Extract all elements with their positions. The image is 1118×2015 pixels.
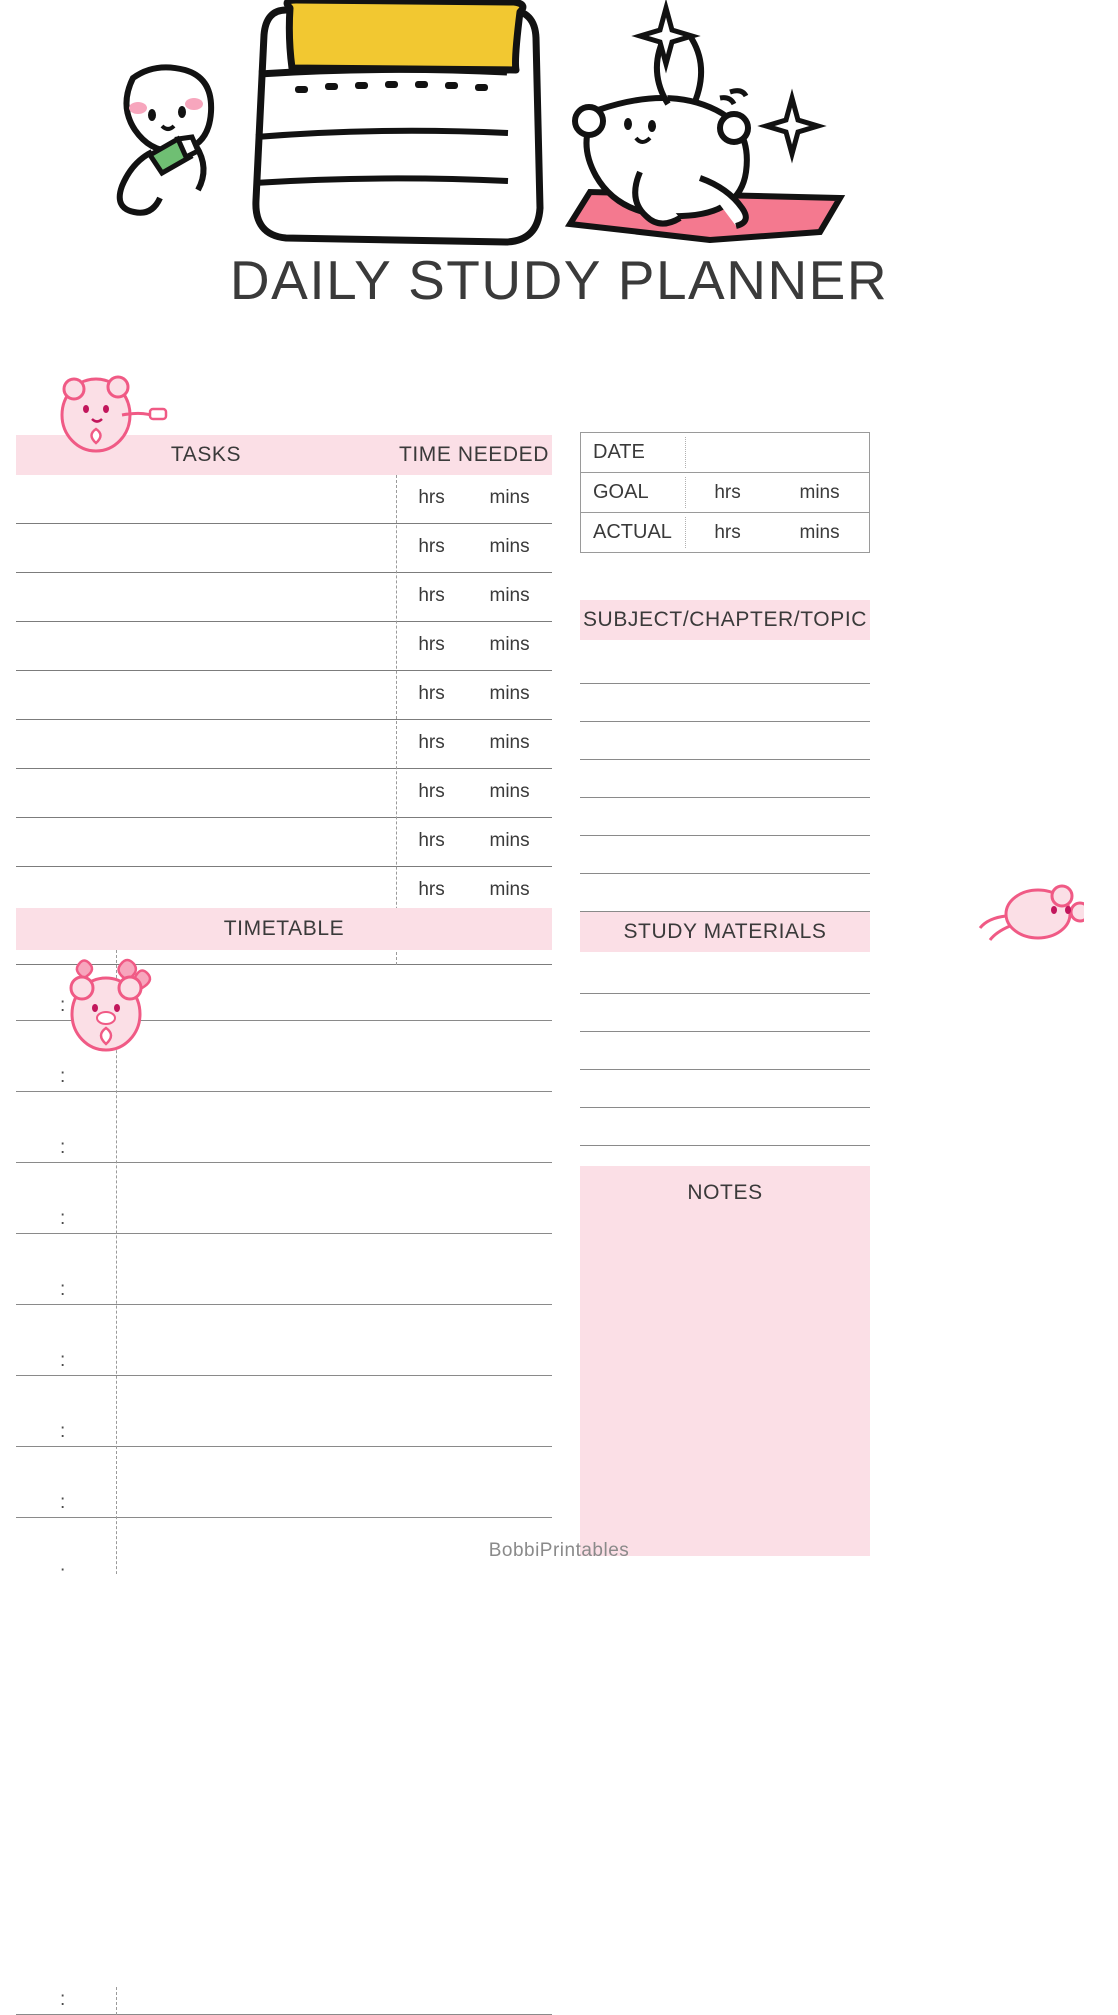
timetable-time-separator: : [60, 1279, 66, 1300]
task-mins-label: mins [489, 487, 530, 508]
actual-value[interactable] [685, 522, 869, 544]
cookie-jar-icon [254, 0, 540, 242]
subject-header-label: SUBJECT/CHAPTER/TOPIC [582, 608, 868, 631]
timetable-row[interactable] [16, 1092, 552, 1163]
tasks-header-label: TASKS [170, 443, 242, 466]
timetable-time-separator: : [60, 1350, 66, 1371]
timetable-time-separator: : [60, 1989, 66, 2010]
actual-label: ACTUAL [593, 521, 672, 543]
task-hrs-label: hrs [418, 781, 445, 802]
tasks-section [16, 435, 552, 965]
subject-line[interactable] [580, 722, 870, 760]
subject-line[interactable] [580, 684, 870, 722]
task-hrs-label: hrs [418, 830, 445, 851]
task-input[interactable] [16, 475, 396, 524]
task-hrs-label: hrs [418, 732, 445, 753]
task-input[interactable] [16, 573, 396, 622]
subject-line[interactable] [580, 760, 870, 798]
goal-mins-label: mins [799, 481, 840, 503]
task-time-cell[interactable] [396, 475, 552, 524]
subject-lines [580, 640, 870, 912]
timetable-time-separator: : [60, 1208, 66, 1229]
timetable-time-separator: : [60, 1492, 66, 1513]
bear-lying-sticker [976, 882, 1084, 949]
study-materials-line[interactable] [580, 1032, 870, 1070]
notes-section[interactable] [580, 1166, 870, 1556]
subject-line[interactable] [580, 640, 870, 684]
task-input[interactable] [16, 818, 396, 867]
task-time-cell[interactable] [396, 818, 552, 867]
task-mins-label: mins [489, 634, 530, 655]
timetable-row[interactable] [16, 1447, 552, 1518]
timetable-row[interactable] [16, 1163, 552, 1234]
bear-with-cookie-jar-icon [120, 67, 211, 212]
study-materials-header-label: STUDY MATERIALS [623, 920, 827, 943]
time-needed-header-label: TIME NEEDED [398, 443, 550, 466]
goal-value[interactable] [685, 482, 869, 504]
subject-section [580, 600, 870, 912]
timetable-row[interactable] [16, 1234, 552, 1305]
task-row[interactable] [16, 769, 552, 818]
task-time-cell[interactable] [396, 573, 552, 622]
summary-table [580, 432, 870, 553]
task-time-cell[interactable] [396, 769, 552, 818]
task-input[interactable] [16, 720, 396, 769]
brand-footer: BobbiPrintables [488, 1540, 630, 1561]
task-row[interactable] [16, 524, 552, 573]
task-mins-label: mins [489, 536, 530, 557]
subject-line[interactable] [580, 798, 870, 836]
task-mins-label: mins [489, 781, 530, 802]
date-row[interactable] [581, 433, 869, 473]
notes-header-label: NOTES [687, 1181, 763, 1204]
task-hrs-label: hrs [418, 683, 445, 704]
bear-yoga-on-mat-icon [570, 8, 840, 240]
subject-line[interactable] [580, 874, 870, 912]
study-materials-banner [580, 912, 870, 952]
task-row[interactable] [16, 622, 552, 671]
task-row[interactable] [16, 573, 552, 622]
study-materials-line[interactable] [580, 952, 870, 994]
header-illustration [0, 0, 1118, 250]
task-mins-label: mins [489, 879, 530, 900]
task-time-cell[interactable] [396, 622, 552, 671]
goal-label: GOAL [593, 481, 649, 503]
task-time-cell[interactable] [396, 524, 552, 573]
actual-hrs-label: hrs [714, 521, 741, 543]
task-input[interactable] [16, 524, 396, 573]
timetable-time-separator: : [60, 1421, 66, 1442]
goal-row[interactable] [581, 473, 869, 513]
bear-with-hearts-sticker [48, 952, 163, 1067]
subject-banner [580, 600, 870, 640]
tasks-rows [16, 475, 552, 965]
bear-pointing-sticker [52, 375, 172, 470]
task-row[interactable] [16, 818, 552, 867]
task-time-cell[interactable] [396, 720, 552, 769]
task-hrs-label: hrs [418, 634, 445, 655]
task-input[interactable] [16, 769, 396, 818]
timetable-time-separator: : [60, 995, 66, 1016]
actual-mins-label: mins [799, 521, 840, 543]
task-mins-label: mins [489, 683, 530, 704]
task-row[interactable] [16, 671, 552, 720]
timetable-banner [16, 908, 552, 950]
timetable-time-separator: : [60, 1137, 66, 1158]
task-mins-label: mins [489, 830, 530, 851]
study-materials-line[interactable] [580, 1108, 870, 1146]
study-materials-line[interactable] [580, 994, 870, 1032]
task-hrs-label: hrs [418, 879, 445, 900]
timetable-row[interactable] [16, 1305, 552, 1376]
task-input[interactable] [16, 622, 396, 671]
timetable-row[interactable] [16, 1376, 552, 1447]
timetable-header-label: TIMETABLE [223, 917, 345, 940]
timetable-time-separator: : [60, 1066, 66, 1087]
actual-row[interactable] [581, 513, 869, 553]
task-hrs-label: hrs [418, 536, 445, 557]
subject-line[interactable] [580, 836, 870, 874]
goal-hrs-label: hrs [714, 481, 741, 503]
task-mins-label: mins [489, 585, 530, 606]
task-hrs-label: hrs [418, 585, 445, 606]
task-row[interactable] [16, 720, 552, 769]
task-time-cell[interactable] [396, 671, 552, 720]
page-title: DAILY STUDY PLANNER [229, 249, 889, 311]
date-label: DATE [593, 441, 645, 463]
task-input[interactable] [16, 671, 396, 720]
page-bottom-margin [0, 1574, 1118, 1986]
task-mins-label: mins [489, 732, 530, 753]
study-materials-line[interactable] [580, 1070, 870, 1108]
task-hrs-label: hrs [418, 487, 445, 508]
task-row[interactable] [16, 475, 552, 524]
